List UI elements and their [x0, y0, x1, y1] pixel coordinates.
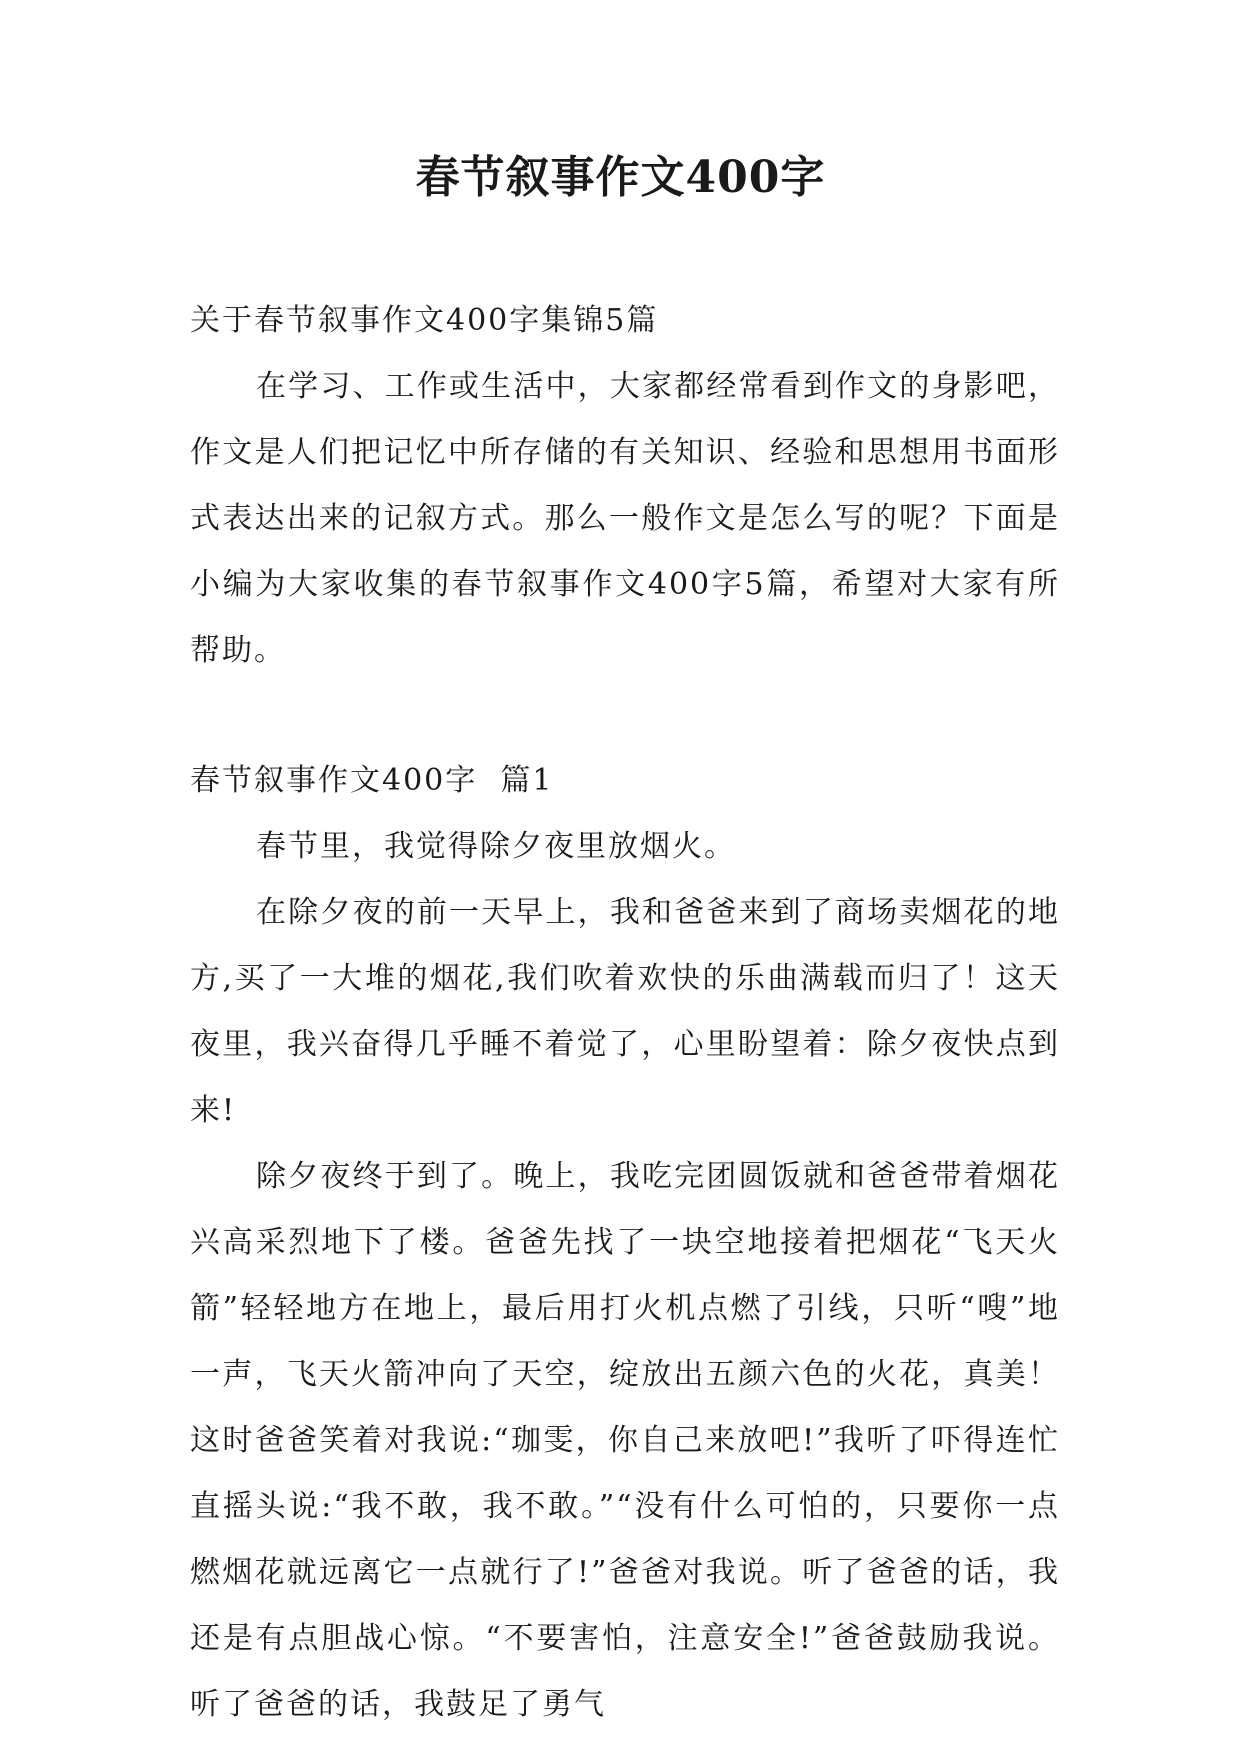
- intro-paragraph: 在学习、工作或生活中，大家都经常看到作文的身影吧，作文是人们把记忆中所存储的有关知识、经验和思想用书面形式表达出来的记叙方式。那么一般作文是怎么写的呢？下面是小编为大家收集的春节叙事作文400字5篇，希望对大家有所帮助。: [190, 369, 1060, 668]
- document-body: [190, 288, 1060, 1738]
- intro-heading: 关于春节叙事作文400字集锦5篇: [190, 303, 659, 338]
- body-paragraph: 除夕夜终于到了。晚上，我吃完团圆饭就和爸爸带着烟花兴高采烈地下了楼。爸爸先找了一块空地接着把烟花“飞天火箭”轻轻地方在地上，最后用打火机点燃了引线，只听“嗖”地一声，飞天火箭冲向了天空，绽放出五颜六色的火花，真美！这时爸爸笑着对我说:“珈雯，你自己来放吧!”我听了吓得连忙直摇头说:“我不敢，我不敢。”“没有什么可怕的，只要你一点燃烟花就远离它一点就行了!”爸爸对我说。听了爸爸的话，我还是有点胆战心惊。“不要害怕，注意安全!”爸爸鼓励我说。听了爸爸的话，我鼓足了勇气: [190, 1159, 1060, 1722]
- body-paragraph: 春节里，我觉得除夕夜里放烟火。: [256, 829, 736, 864]
- section-heading: 春节叙事作文400字 篇1: [190, 763, 554, 798]
- document-title: 春节叙事作文400字: [415, 152, 826, 203]
- section-spacer: [190, 684, 1060, 748]
- body-paragraph: 在除夕夜的前一天早上，我和爸爸来到了商场卖烟花的地方,买了一大堆的烟花,我们吹着欢快的乐曲满载而归了！这天夜里，我兴奋得几乎睡不着觉了，心里盼望着：除夕夜快点到来!: [190, 895, 1060, 1128]
